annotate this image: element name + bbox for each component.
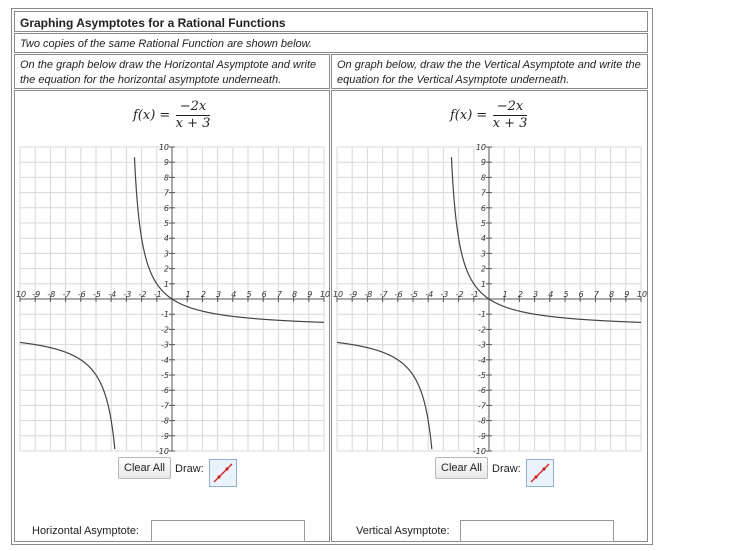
y-tick-label: -2 <box>161 325 169 335</box>
x-tick-label: 9 <box>307 290 313 299</box>
y-tick-label: 6 <box>480 203 486 213</box>
x-tick-label: -9 <box>349 290 358 299</box>
x-tick-label: 6 <box>578 290 584 299</box>
y-tick-label: 5 <box>163 219 169 228</box>
y-tick-label: -2 <box>478 325 486 335</box>
formula-lhs: f(x) = <box>133 108 171 123</box>
x-tick-label: 2 <box>200 290 206 299</box>
page-subtitle: Two copies of the same Rational Function are shown below. <box>14 33 648 53</box>
x-tick-label: -9 <box>32 290 41 299</box>
x-tick-label: 5 <box>246 290 252 299</box>
y-tick-label: 8 <box>163 173 169 183</box>
x-tick-label: 4 <box>231 290 237 299</box>
activity-container <box>11 8 653 545</box>
vertical-asymptote-label: Vertical Asymptote: <box>356 525 450 537</box>
y-tick-label: -10 <box>155 447 169 456</box>
x-tick-label: 6 <box>261 290 267 299</box>
y-tick-label: -5 <box>478 371 486 380</box>
x-tick-label: 10 <box>332 290 344 299</box>
x-tick-label: 3 <box>533 290 539 299</box>
y-tick-label: -7 <box>478 401 486 411</box>
line-tool-icon <box>210 460 236 486</box>
x-tick-label: -8 <box>364 290 373 299</box>
x-tick-label: 2 <box>517 290 523 299</box>
x-tick-label: -3 <box>440 290 449 299</box>
x-tick-label: -5 <box>93 290 101 299</box>
x-tick-label: 10 <box>636 290 648 299</box>
right-graph-canvas[interactable] <box>332 139 648 456</box>
left-draw-label: Draw: <box>175 463 204 475</box>
y-tick-label: -1 <box>161 310 169 320</box>
vertical-asymptote-input[interactable] <box>460 520 614 542</box>
page-title: Graphing Asymptotes for a Rational Functions <box>14 11 648 32</box>
x-tick-label: -6 <box>394 290 403 299</box>
x-tick-label: 10 <box>15 290 27 299</box>
x-tick-label: -7 <box>379 290 388 299</box>
formula-denominator: x + 3 <box>492 116 528 131</box>
x-tick-label: 1 <box>185 290 191 299</box>
y-tick-label: -3 <box>161 340 169 350</box>
x-tick-label: 8 <box>292 290 298 299</box>
y-tick-label: 7 <box>480 188 486 198</box>
x-tick-label: -4 <box>425 290 434 299</box>
x-tick-label: 8 <box>609 290 615 299</box>
y-tick-label: 1 <box>163 279 169 289</box>
formula-denominator: x + 3 <box>175 116 211 131</box>
y-tick-label: -8 <box>161 416 169 426</box>
left-line-tool-button[interactable] <box>209 459 237 487</box>
x-tick-label: 10 <box>319 290 331 299</box>
curve-left-branch <box>20 342 115 449</box>
y-tick-label: -6 <box>161 386 169 396</box>
y-tick-label: -8 <box>478 416 486 426</box>
y-tick-label: 9 <box>480 158 486 168</box>
y-tick-label: -4 <box>478 355 486 365</box>
curve-left-branch <box>337 342 432 449</box>
y-tick-label: 3 <box>480 249 486 259</box>
left-instruction: On the graph below draw the Horizontal Asymptote and write the equation for the horizontal asymptote underneath. <box>14 54 330 89</box>
x-tick-label: 7 <box>593 290 599 299</box>
formula-numerator: −2x <box>496 99 524 114</box>
x-tick-label: -6 <box>77 290 86 299</box>
x-tick-label: 5 <box>563 290 569 299</box>
y-tick-label: 2 <box>163 264 169 274</box>
x-tick-label: -4 <box>108 290 117 299</box>
x-tick-label: 9 <box>624 290 630 299</box>
y-tick-label: 8 <box>480 173 486 183</box>
y-tick-label: 9 <box>163 158 169 168</box>
formula-fraction <box>173 99 213 132</box>
y-tick-label: 3 <box>163 249 169 259</box>
formula-numerator: −2x <box>179 99 207 114</box>
y-tick-label: 10 <box>158 143 169 152</box>
right-line-tool-button[interactable] <box>526 459 554 487</box>
y-tick-label: -1 <box>478 310 486 320</box>
formula-lhs: f(x) = <box>450 108 488 123</box>
left-graph-panel <box>14 90 330 542</box>
y-tick-label: -9 <box>161 431 169 441</box>
x-tick-label: -2 <box>138 290 147 299</box>
x-tick-label: 1 <box>502 290 508 299</box>
x-tick-label: -7 <box>62 290 71 299</box>
y-tick-label: 2 <box>480 264 486 274</box>
y-tick-label: -7 <box>161 401 169 411</box>
right-draw-label: Draw: <box>492 463 521 475</box>
x-tick-label: 3 <box>216 290 222 299</box>
right-instruction: On graph below, draw the the Vertical Asymptote and write the equation for the Vertical Asymptote underneath. <box>331 54 648 89</box>
horizontal-asymptote-input[interactable] <box>151 520 305 542</box>
y-tick-label: 7 <box>163 188 169 198</box>
y-tick-label: -9 <box>478 431 486 441</box>
formula-fraction <box>490 99 530 132</box>
horizontal-asymptote-label: Horizontal Asymptote: <box>32 525 139 537</box>
right-clear-all-button[interactable]: Clear All <box>435 457 488 479</box>
x-tick-label: 7 <box>276 290 282 299</box>
y-tick-label: 6 <box>163 203 169 213</box>
x-tick-label: -8 <box>47 290 56 299</box>
y-tick-label: 10 <box>475 143 486 152</box>
left-clear-all-button[interactable]: Clear All <box>118 457 171 479</box>
y-tick-label: 5 <box>480 219 486 228</box>
y-tick-label: -5 <box>161 371 169 380</box>
line-tool-icon <box>527 460 553 486</box>
x-tick-label: 4 <box>548 290 554 299</box>
x-tick-label: -1 <box>153 290 162 299</box>
x-tick-label: -3 <box>123 290 132 299</box>
x-tick-label: -1 <box>470 290 479 299</box>
y-tick-label: 4 <box>480 234 486 244</box>
x-tick-label: -2 <box>455 290 464 299</box>
left-graph-canvas[interactable] <box>15 139 331 456</box>
right-graph-panel <box>331 90 648 542</box>
y-tick-label: -10 <box>472 447 486 456</box>
y-tick-label: -4 <box>161 355 169 365</box>
y-tick-label: 1 <box>480 279 486 289</box>
y-tick-label: -3 <box>478 340 486 350</box>
y-tick-label: 4 <box>163 234 169 244</box>
y-tick-label: -6 <box>478 386 486 396</box>
x-tick-label: -5 <box>410 290 418 299</box>
